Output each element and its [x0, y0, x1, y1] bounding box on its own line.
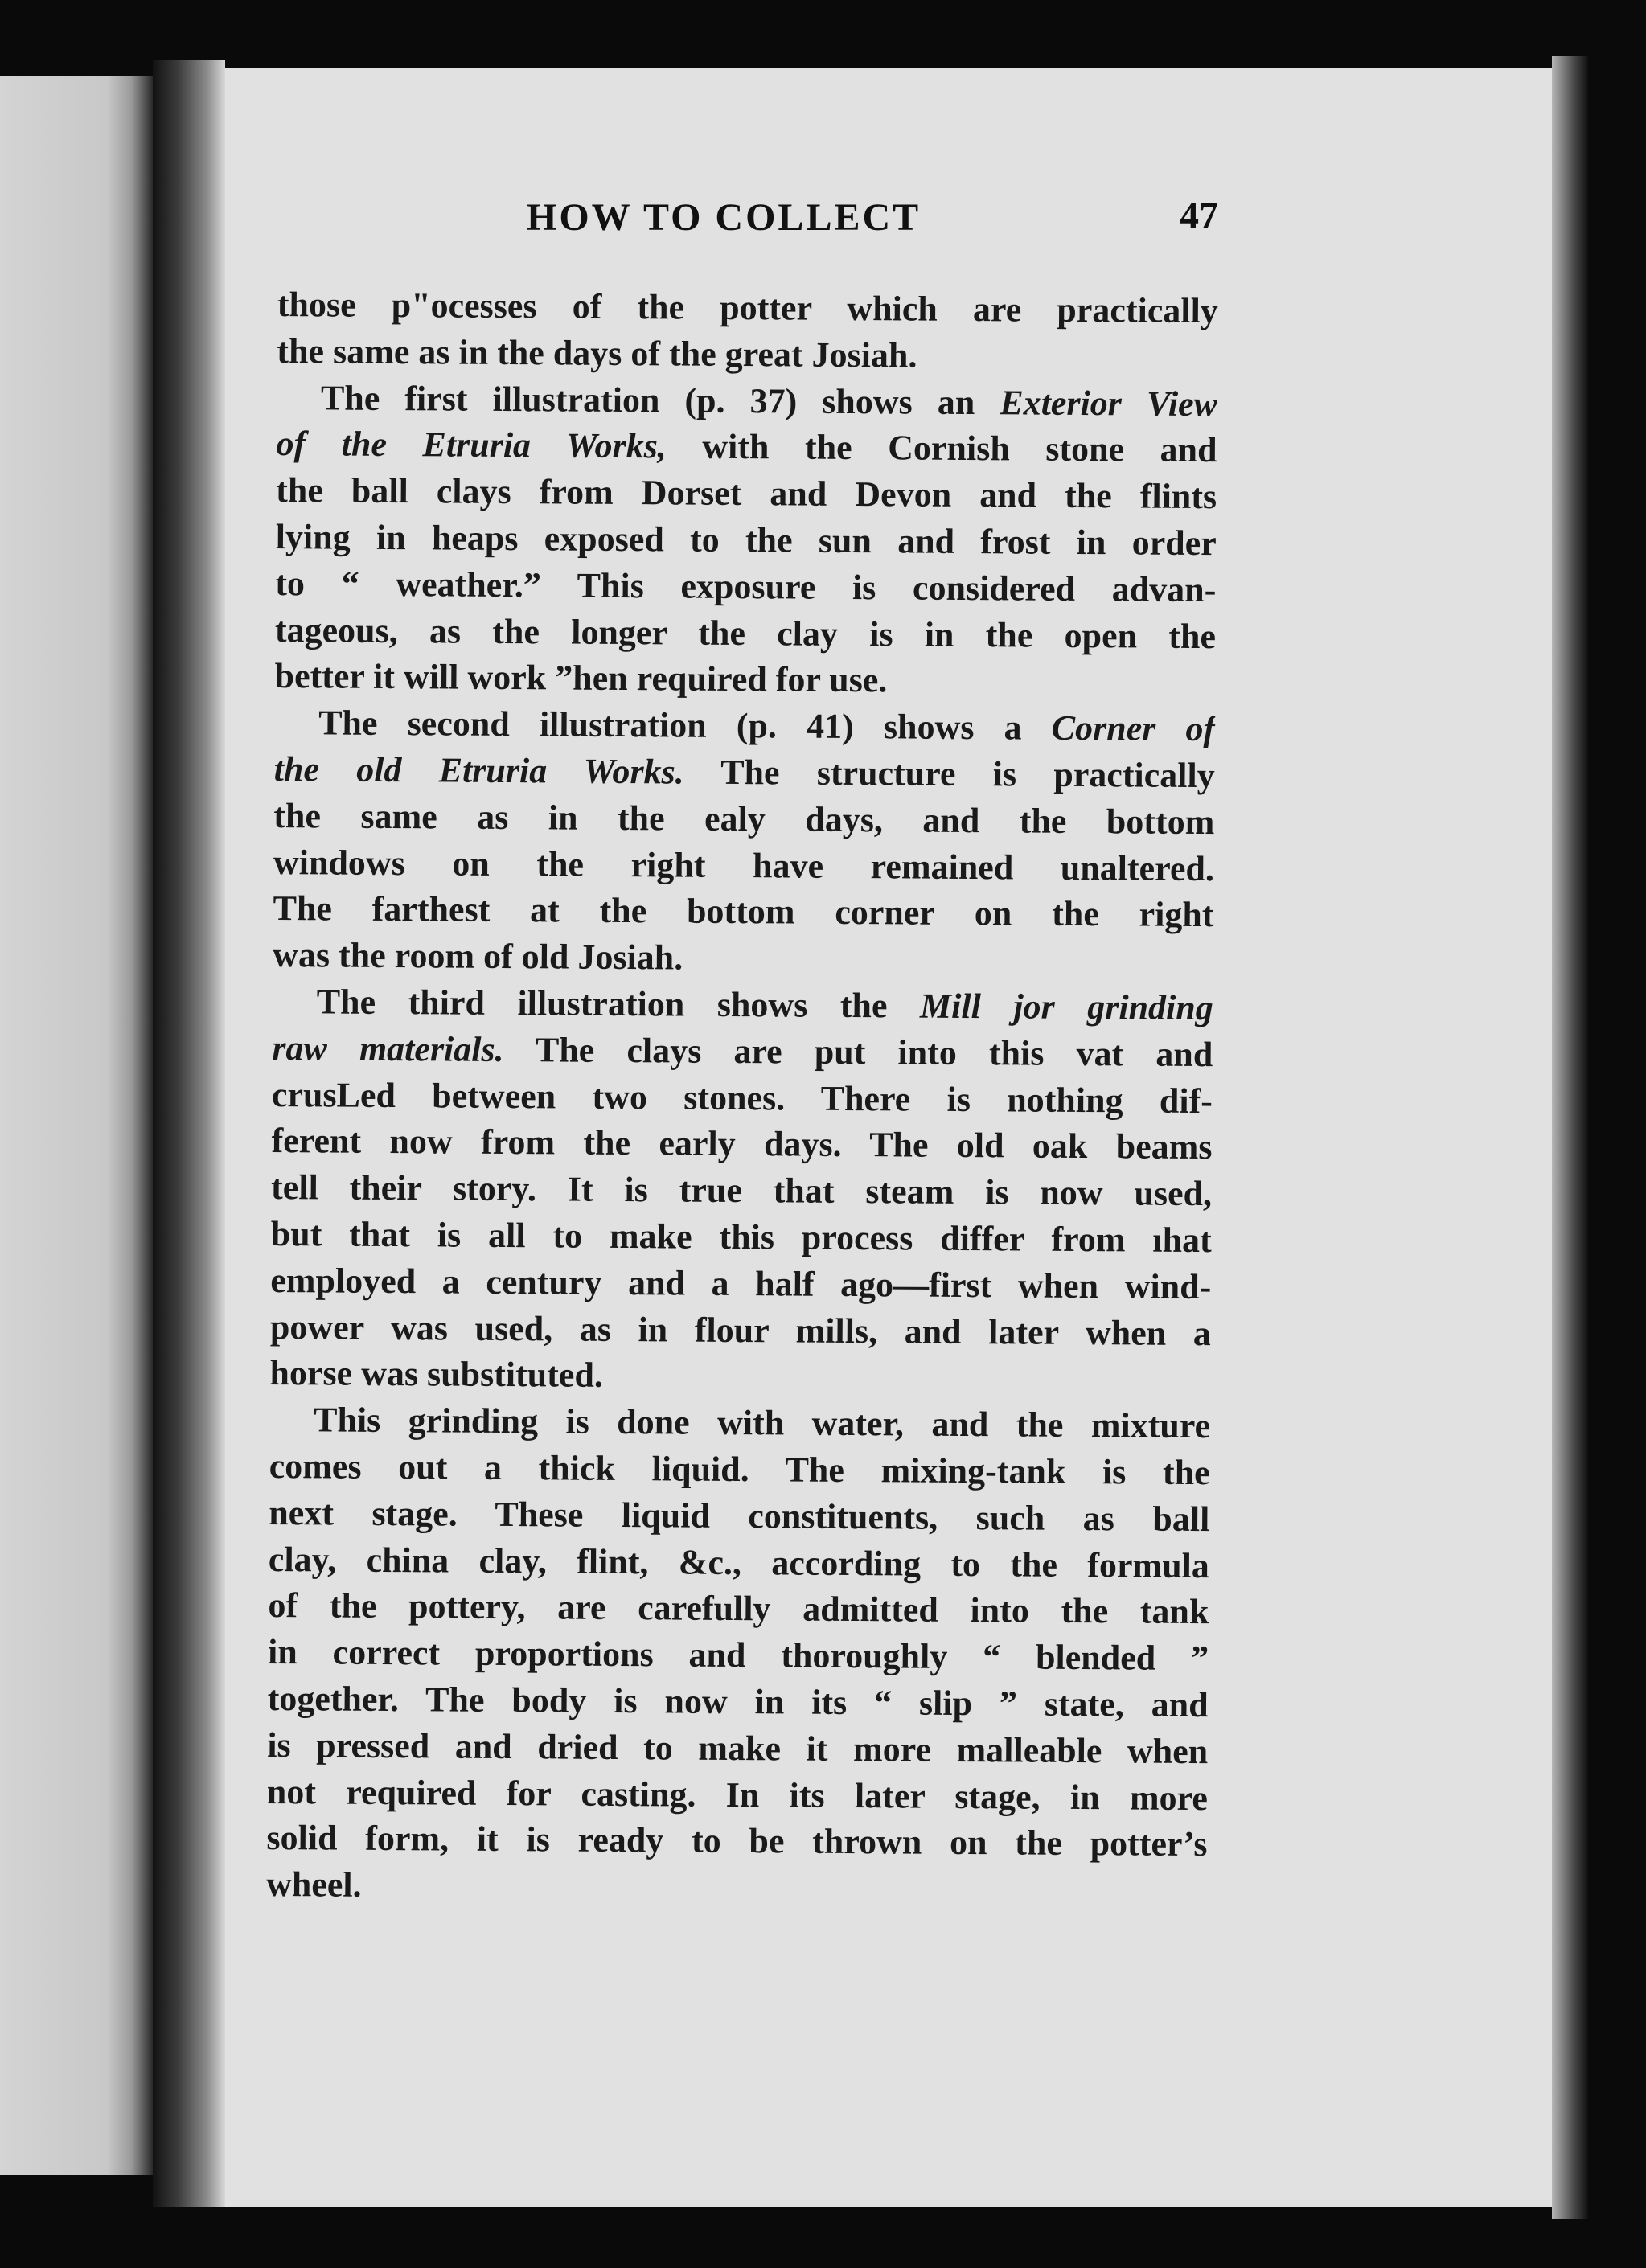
text-line: power was used, as in flour mills, and later when a: [269, 1306, 1212, 1353]
text-line: The third illustration shows the Mill jor grinding: [316, 982, 1213, 1028]
text-line: ferent now from the early days. The old oak beams: [271, 1121, 1213, 1167]
text-line: is pressed and dried to make it more malleable when: [267, 1725, 1209, 1771]
paragraph-2: [274, 375, 1217, 707]
text-line: but that is all to make this process differ from ıhat: [270, 1213, 1212, 1261]
text-line: raw materials. The clays are put into this vat and: [272, 1027, 1213, 1074]
body-text: [266, 281, 1218, 1914]
paragraph-5: [266, 1396, 1210, 1914]
text-line: tageous, as the longer the clay is in the open the: [274, 609, 1217, 656]
text-line: in correct proportions and thoroughly “ blended ”: [267, 1632, 1209, 1679]
paragraph-1: [277, 281, 1218, 381]
text-line: the same as in the eаly days, and the bottom: [273, 795, 1215, 842]
book-gutter: [153, 60, 225, 2207]
text-line: to “ weather.” This exposure is considered advan-: [275, 563, 1217, 609]
page-header: [277, 189, 1218, 249]
facing-page-edge: [0, 76, 153, 2175]
text-line: This grinding is done with water, and the mixture: [313, 1400, 1211, 1446]
text-line: together. The body is now in its “ slip ” state, and: [267, 1678, 1209, 1725]
text-line: next stage. These liquid constituents, such as ball: [269, 1492, 1210, 1539]
text-line: employed a century and a half ago—first when wind-: [270, 1260, 1212, 1306]
paragraph-3: [273, 699, 1215, 985]
italic-phrase: Corner of: [1051, 707, 1216, 749]
page-edge-shadow: [1552, 56, 1588, 2219]
text-line: The second illustration (p. 41) shows a Corner of: [318, 703, 1216, 749]
italic-phrase: Mill jor grinding: [919, 986, 1213, 1028]
italic-phrase: raw materials.: [272, 1027, 504, 1069]
text-line: was the room of old Josiah.: [272, 935, 683, 978]
text-line: better it will work ”hen required for use.: [274, 656, 888, 700]
text-line: horse was substituted.: [269, 1353, 604, 1396]
text-line: wheel.: [265, 1864, 362, 1905]
page-number: 47: [1180, 195, 1218, 237]
text-line: lying in heaps exposed to the sun and frost in order: [275, 516, 1217, 564]
text-line: of the Etruria Works, with the Cornish stone and: [276, 424, 1217, 470]
italic-phrase: the old Etruria Works.: [273, 748, 684, 792]
text-line: solid form, it is ready to be thrown on the potter’s: [266, 1818, 1208, 1864]
text-line: the ball clays from Dorset and Devon and the flints: [276, 470, 1217, 517]
text-line: crusLed between two stones. There is nothing dif-: [271, 1074, 1213, 1121]
text-line: windows on the right have remained unaltered.: [273, 842, 1215, 888]
text-line: not required for casting. In its later stage, in more: [266, 1771, 1209, 1818]
text-line: those p"ocesses of the potter which are practically: [277, 284, 1218, 331]
text-line: the old Etruria Works. The structure is practically: [273, 748, 1215, 796]
text-line: clay, china clay, flint, &c., according to the formula: [268, 1539, 1210, 1585]
text-line: The farthest at the bottom corner on the right: [273, 888, 1214, 935]
text-line: tell their story. It is true that steam is now used,: [270, 1167, 1213, 1214]
italic-phrase: of the Etruria Works,: [276, 424, 667, 466]
italic-phrase: Exterior View: [1000, 382, 1218, 424]
text-line: The first illustration (p. 37) shows an Exterior View: [320, 377, 1218, 424]
text-line: the same as in the days of the great Josiah.: [277, 330, 917, 375]
paragraph-4: [269, 978, 1213, 1403]
running-head: HOW TO COLLECT: [527, 196, 922, 239]
text-line: of the pottery, are carefully admitted into the tank: [268, 1585, 1209, 1632]
text-line: comes out a thick liquid. The mixing-tank is the: [269, 1446, 1210, 1493]
